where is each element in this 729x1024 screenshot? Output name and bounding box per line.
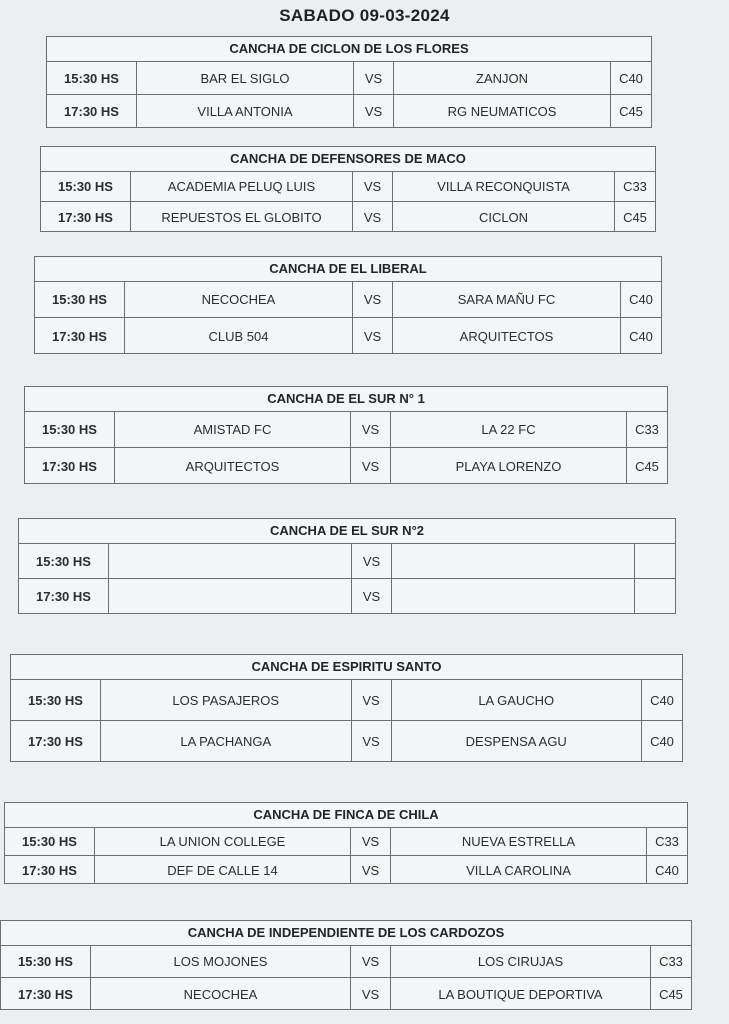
venue-block bbox=[10, 654, 683, 762]
venue-title: CANCHA DE INDEPENDIENTE DE LOS CARDOZOS bbox=[1, 921, 691, 946]
home-team: ARQUITECTOS bbox=[115, 448, 351, 484]
home-team: VILLA ANTONIA bbox=[137, 95, 354, 128]
match-time: 17:30 HS bbox=[41, 202, 131, 232]
home-team: BAR EL SIGLO bbox=[137, 62, 354, 94]
category-badge: C40 bbox=[650, 734, 674, 749]
vs-label: VS bbox=[351, 828, 391, 855]
home-team: CLUB 504 bbox=[125, 318, 353, 354]
match-time: 17:30 HS bbox=[11, 721, 101, 762]
vs-label: VS bbox=[352, 721, 392, 762]
match-time: 15:30 HS bbox=[19, 544, 109, 578]
match-row bbox=[11, 680, 682, 721]
away-team: NUEVA ESTRELLA bbox=[391, 828, 647, 855]
match-row bbox=[25, 412, 667, 448]
match-time: 15:30 HS bbox=[25, 412, 115, 447]
vs-label: VS bbox=[354, 95, 394, 128]
home-team bbox=[109, 544, 352, 578]
venue-title: CANCHA DE EL SUR N°2 bbox=[19, 519, 675, 544]
away-team: VILLA CAROLINA bbox=[391, 856, 647, 884]
venue-title: CANCHA DE EL LIBERAL bbox=[35, 257, 661, 282]
category-badge: C33 bbox=[655, 834, 679, 849]
match-row bbox=[19, 579, 675, 614]
category-badge: C33 bbox=[635, 422, 659, 437]
match-row bbox=[35, 282, 661, 318]
venue-block bbox=[40, 146, 656, 232]
category-badge: C40 bbox=[619, 70, 643, 86]
match-time: 17:30 HS bbox=[47, 95, 137, 128]
vs-label: VS bbox=[352, 544, 392, 578]
away-team: VILLA RECONQUISTA bbox=[393, 172, 615, 201]
category-badge: C45 bbox=[659, 986, 683, 1002]
venue-block bbox=[46, 36, 652, 128]
home-team: LA PACHANGA bbox=[101, 721, 352, 762]
vs-label: VS bbox=[351, 946, 391, 977]
home-team bbox=[109, 579, 352, 614]
away-team: LA GAUCHO bbox=[392, 680, 643, 720]
venue-title: CANCHA DE DEFENSORES DE MACO bbox=[41, 147, 655, 172]
match-time: 17:30 HS bbox=[25, 448, 115, 484]
venue-title: CANCHA DE EL SUR N° 1 bbox=[25, 387, 667, 412]
category-badge: C45 bbox=[623, 209, 647, 225]
match-row bbox=[41, 202, 655, 232]
venue-block bbox=[24, 386, 668, 484]
home-team: REPUESTOS EL GLOBITO bbox=[131, 202, 353, 232]
match-row bbox=[47, 62, 651, 95]
category-badge: C40 bbox=[629, 292, 653, 307]
home-team: NECOCHEA bbox=[91, 978, 351, 1010]
match-row bbox=[47, 95, 651, 128]
category-badge bbox=[635, 544, 675, 578]
vs-label: VS bbox=[353, 172, 393, 201]
category-badge: C40 bbox=[655, 862, 679, 878]
page-title: SABADO 09-03-2024 bbox=[279, 6, 450, 25]
home-team: DEF DE CALLE 14 bbox=[95, 856, 351, 884]
venue-title: CANCHA DE CICLON DE LOS FLORES bbox=[47, 37, 651, 62]
away-team: SARA MAÑU FC bbox=[393, 282, 621, 317]
match-row bbox=[1, 946, 691, 978]
match-time: 15:30 HS bbox=[41, 172, 131, 201]
match-row bbox=[19, 544, 675, 579]
vs-label: VS bbox=[353, 202, 393, 232]
category-badge bbox=[635, 579, 675, 614]
match-time: 15:30 HS bbox=[35, 282, 125, 317]
match-row bbox=[41, 172, 655, 202]
match-row bbox=[5, 856, 687, 884]
venue-title: CANCHA DE ESPIRITU SANTO bbox=[11, 655, 682, 680]
venue-block bbox=[18, 518, 676, 614]
venue-block bbox=[0, 920, 692, 1010]
away-team: LA BOUTIQUE DEPORTIVA bbox=[391, 978, 651, 1010]
category-badge: C40 bbox=[650, 692, 674, 708]
home-team: LA UNION COLLEGE bbox=[95, 828, 351, 855]
vs-label: VS bbox=[353, 282, 393, 317]
match-row bbox=[25, 448, 667, 484]
vs-label: VS bbox=[353, 318, 393, 354]
vs-label: VS bbox=[351, 856, 391, 884]
away-team: CICLON bbox=[393, 202, 615, 232]
match-time: 15:30 HS bbox=[5, 828, 95, 855]
match-time: 17:30 HS bbox=[35, 318, 125, 354]
vs-label: VS bbox=[351, 412, 391, 447]
away-team bbox=[392, 544, 635, 578]
match-time: 15:30 HS bbox=[47, 62, 137, 94]
home-team: NECOCHEA bbox=[125, 282, 353, 317]
match-time: 15:30 HS bbox=[11, 680, 101, 720]
home-team: AMISTAD FC bbox=[115, 412, 351, 447]
vs-label: VS bbox=[354, 62, 394, 94]
away-team: LA 22 FC bbox=[391, 412, 627, 447]
venue-block bbox=[34, 256, 662, 354]
match-row bbox=[1, 978, 691, 1010]
match-row bbox=[35, 318, 661, 354]
away-team bbox=[392, 579, 635, 614]
match-time: 15:30 HS bbox=[1, 946, 91, 977]
match-time: 17:30 HS bbox=[1, 978, 91, 1010]
category-badge: C45 bbox=[619, 104, 643, 119]
vs-label: VS bbox=[352, 680, 392, 720]
vs-label: VS bbox=[352, 579, 392, 614]
away-team: PLAYA LORENZO bbox=[391, 448, 627, 484]
category-badge: C45 bbox=[635, 458, 659, 474]
away-team: DESPENSA AGU bbox=[392, 721, 643, 762]
venue-title: CANCHA DE FINCA DE CHILA bbox=[5, 803, 687, 828]
away-team: LOS CIRUJAS bbox=[391, 946, 651, 977]
vs-label: VS bbox=[351, 448, 391, 484]
category-badge: C33 bbox=[623, 179, 647, 194]
category-badge: C33 bbox=[659, 954, 683, 969]
match-time: 17:30 HS bbox=[19, 579, 109, 614]
away-team: ARQUITECTOS bbox=[393, 318, 621, 354]
home-team: LOS PASAJEROS bbox=[101, 680, 352, 720]
match-row bbox=[11, 721, 682, 762]
match-time: 17:30 HS bbox=[5, 856, 95, 884]
venue-block bbox=[4, 802, 688, 884]
match-row bbox=[5, 828, 687, 856]
away-team: RG NEUMATICOS bbox=[394, 95, 611, 128]
home-team: ACADEMIA PELUQ LUIS bbox=[131, 172, 353, 201]
away-team: ZANJON bbox=[394, 62, 611, 94]
home-team: LOS MOJONES bbox=[91, 946, 351, 977]
category-badge: C40 bbox=[629, 328, 653, 344]
vs-label: VS bbox=[351, 978, 391, 1010]
